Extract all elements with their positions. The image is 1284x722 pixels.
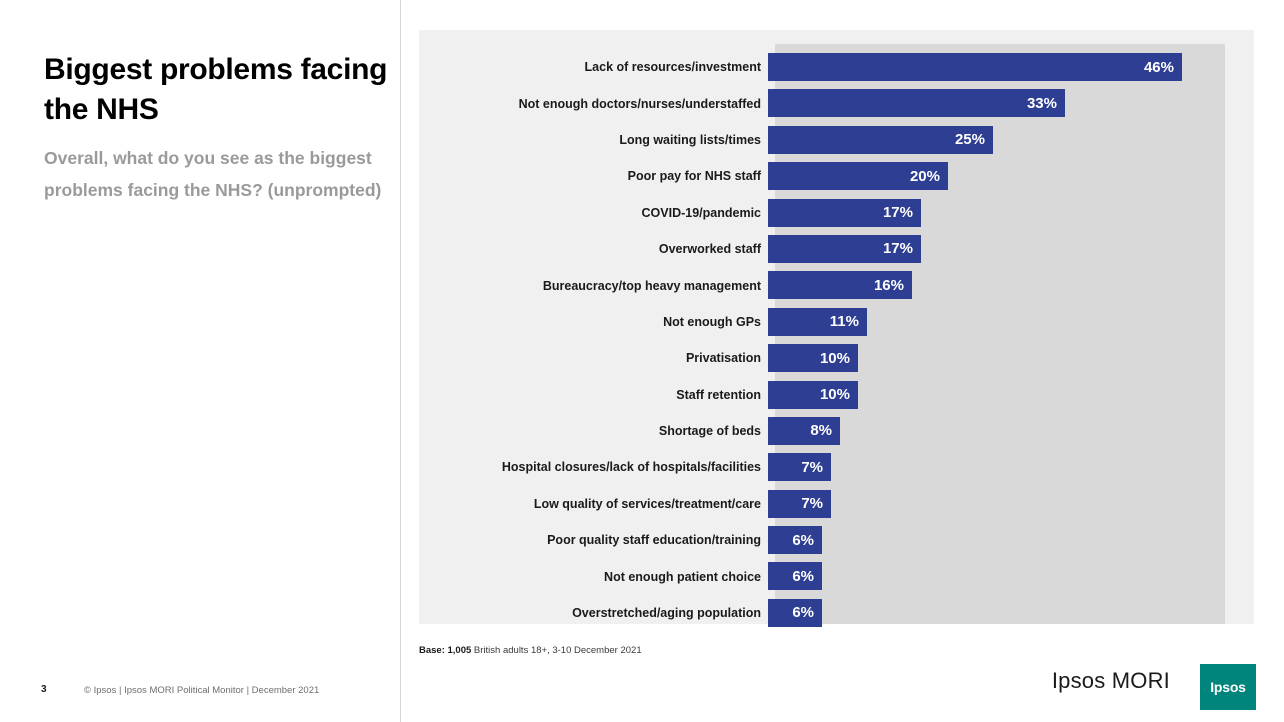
bar-track (768, 522, 1254, 558)
bar-chart (419, 30, 1254, 624)
bar-track (768, 558, 1254, 594)
bar (768, 490, 831, 518)
bar (768, 235, 921, 263)
bar-row (419, 486, 1254, 522)
bar-row (419, 377, 1254, 413)
bar-value-label: 46% (1143, 58, 1174, 76)
ipsos-logo-icon (1200, 664, 1256, 710)
bar-track (768, 231, 1254, 267)
bar (768, 271, 912, 299)
bar-category-label: Long waiting lists/times (619, 132, 761, 147)
bar-value-label: 25% (954, 131, 985, 149)
bar-value-label: 6% (792, 604, 814, 622)
bar-category-label: Not enough doctors/nurses/understaffed (518, 96, 761, 111)
bar-category-label: Lack of resources/investment (584, 60, 761, 75)
bar-track (768, 377, 1254, 413)
bar-track (768, 304, 1254, 340)
bar-category-label: Privatisation (685, 351, 761, 366)
bar-track (768, 413, 1254, 449)
bar-row (419, 158, 1254, 194)
bar-value-label: 6% (792, 531, 814, 549)
bar (768, 308, 867, 336)
bar-category-label: Low quality of services/treatment/care (533, 496, 761, 511)
bar-value-label: 17% (882, 240, 913, 258)
bar-category-label: Poor pay for NHS staff (627, 169, 761, 184)
bar-row (419, 558, 1254, 594)
bar-row (419, 340, 1254, 376)
bar-row (419, 522, 1254, 558)
bar-category-label: Bureaucracy/top heavy management (542, 278, 761, 293)
bar-value-label: 6% (792, 567, 814, 585)
bar-row (419, 304, 1254, 340)
bar-track (768, 49, 1254, 85)
bar-row (419, 49, 1254, 85)
bar-track (768, 267, 1254, 303)
bar-category-label: Staff retention (676, 387, 761, 402)
bar (768, 126, 993, 154)
brand-wordmark: Ipsos MORI (1051, 668, 1170, 693)
bar-category-label: Not enough patient choice (604, 569, 761, 584)
bar (768, 199, 921, 227)
page-title: Biggest problems facing the NHS (44, 53, 388, 126)
bar-category-label: Poor quality staff education/training (547, 533, 761, 548)
bar-row (419, 595, 1254, 631)
bar-track (768, 449, 1254, 485)
bar-category-label: Shortage of beds (658, 424, 761, 439)
bar-row (419, 413, 1254, 449)
bar-value-label: 17% (882, 204, 913, 222)
bar-row (419, 195, 1254, 231)
bar-track (768, 195, 1254, 231)
bar-value-label: 33% (1026, 94, 1057, 112)
bar (768, 526, 822, 554)
copyright-text: © Ipsos | Ipsos MORI Political Monitor | December 2021 (84, 685, 320, 696)
bar (768, 453, 831, 481)
bar-value-label: 11% (829, 313, 859, 331)
bar (768, 89, 1065, 117)
bar-track (768, 158, 1254, 194)
base-note-bold: Base: 1,005 (419, 645, 472, 656)
bar-row (419, 449, 1254, 485)
bar-value-label: 10% (819, 349, 850, 367)
bar-row (419, 122, 1254, 158)
bar-value-label: 8% (810, 422, 832, 440)
bar-value-label: 7% (801, 495, 823, 513)
base-note-rest: British adults 18+, 3-10 December 2021 (471, 645, 642, 656)
page-number: 3 (41, 684, 47, 695)
bar-track (768, 486, 1254, 522)
page-subtitle: Overall, what do you see as the biggest problems facing the NHS? (unprompted) (44, 148, 382, 200)
bar-track (768, 595, 1254, 631)
bar (768, 562, 822, 590)
bar-rows (419, 49, 1254, 631)
bar-category-label: Overworked staff (658, 242, 761, 257)
base-note (419, 645, 642, 656)
bar-value-label: 7% (801, 458, 823, 476)
bar (768, 53, 1182, 81)
bar-category-label: Overstretched/aging population (572, 606, 761, 621)
bar-category-label: Hospital closures/lack of hospitals/facilities (501, 460, 761, 475)
bar (768, 344, 858, 372)
bar-row (419, 231, 1254, 267)
bar-value-label: 16% (873, 276, 904, 294)
bar (768, 381, 858, 409)
bar-track (768, 340, 1254, 376)
bar-value-label: 10% (819, 386, 850, 404)
bar-row (419, 267, 1254, 303)
bar-track (768, 122, 1254, 158)
bar-category-label: Not enough GPs (663, 314, 761, 329)
bar-track (768, 85, 1254, 121)
bar-row (419, 85, 1254, 121)
title-panel (0, 0, 400, 722)
bar-category-label: COVID-19/pandemic (641, 205, 761, 220)
bar-value-label: 20% (909, 167, 940, 185)
vertical-divider (400, 0, 401, 722)
bar (768, 599, 822, 627)
brand-logo-label: Ipsos (1210, 679, 1246, 695)
bar (768, 417, 840, 445)
bar (768, 162, 948, 190)
